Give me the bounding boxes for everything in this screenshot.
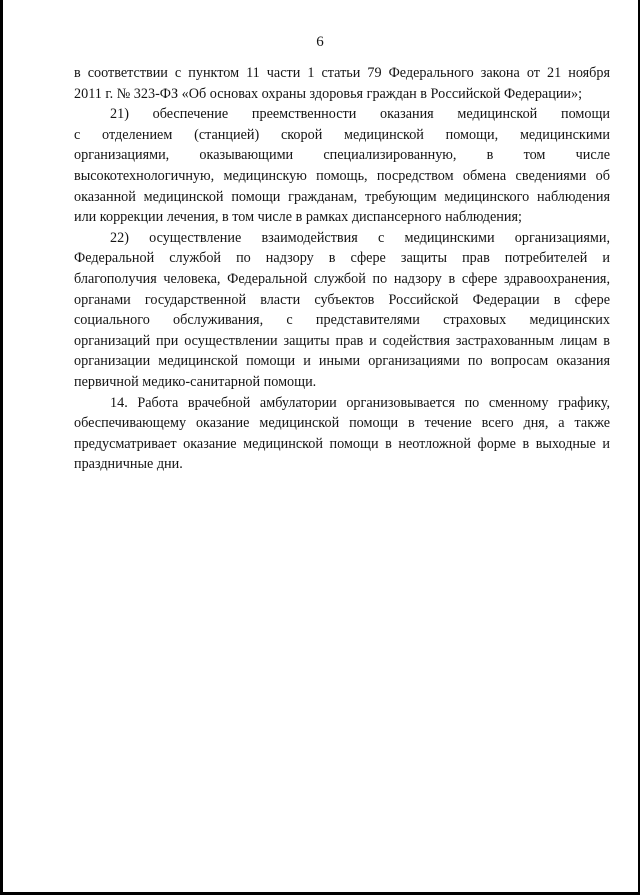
page-number: 6 <box>316 34 324 50</box>
text-line: высокотехнологичную, медицинскую помощь, посредством обмена сведениями об <box>74 167 610 184</box>
text-line: с отделением (станцией) скорой медицинской помощи, медицинскими <box>74 126 610 143</box>
text-line: 2011 г. № 323-ФЗ «Об основах охраны здоровья граждан в Российской Федерации»; <box>74 85 583 102</box>
text-line: 22) осуществление взаимодействия с медицинскими организациями, <box>110 229 610 246</box>
text-line: организации медицинской помощи и иными организациями по вопросам оказания <box>74 353 610 370</box>
text-line: обеспечивающему оказание медицинской помощи в течение всего дня, а также <box>74 415 610 432</box>
text-line: Федеральной службой по надзору в сфере защиты прав потребителей и <box>74 250 610 267</box>
text-line: организациями, оказывающими специализированную, в том числе <box>74 147 610 164</box>
text-line: 14. Работа врачебной амбулатории организовывается по сменному графику, <box>110 394 610 411</box>
text-line: организаций при осуществлении защиты прав и содействия застрахованным лицам в <box>74 332 610 349</box>
text-line: праздничные дни. <box>74 456 183 473</box>
text-line: социального обслуживания, с представителями страховых медицинских <box>74 312 610 329</box>
text-line: 21) обеспечение преемственности оказания медицинской помощи <box>110 106 610 123</box>
text-line: органами государственной власти субъектов Российской Федерации в сфере <box>74 291 610 308</box>
document-body <box>74 63 610 475</box>
text-line: благополучия человека, Федеральной службой по надзору в сфере здравоохранения, <box>74 270 610 287</box>
text-line: в соответствии с пунктом 11 части 1 статьи 79 Федерального закона от 21 ноября <box>74 65 610 81</box>
text-line: первичной медико-санитарной помощи. <box>74 373 317 390</box>
text-line: оказанной медицинской помощи гражданам, требующим медицинского наблюдения <box>74 188 610 205</box>
text-line: или коррекции лечения, в том числе в рамках диспансерного наблюдения; <box>74 209 522 226</box>
text-line: предусматривает оказание медицинской помощи в неотложной форме в выходные и <box>74 435 610 452</box>
